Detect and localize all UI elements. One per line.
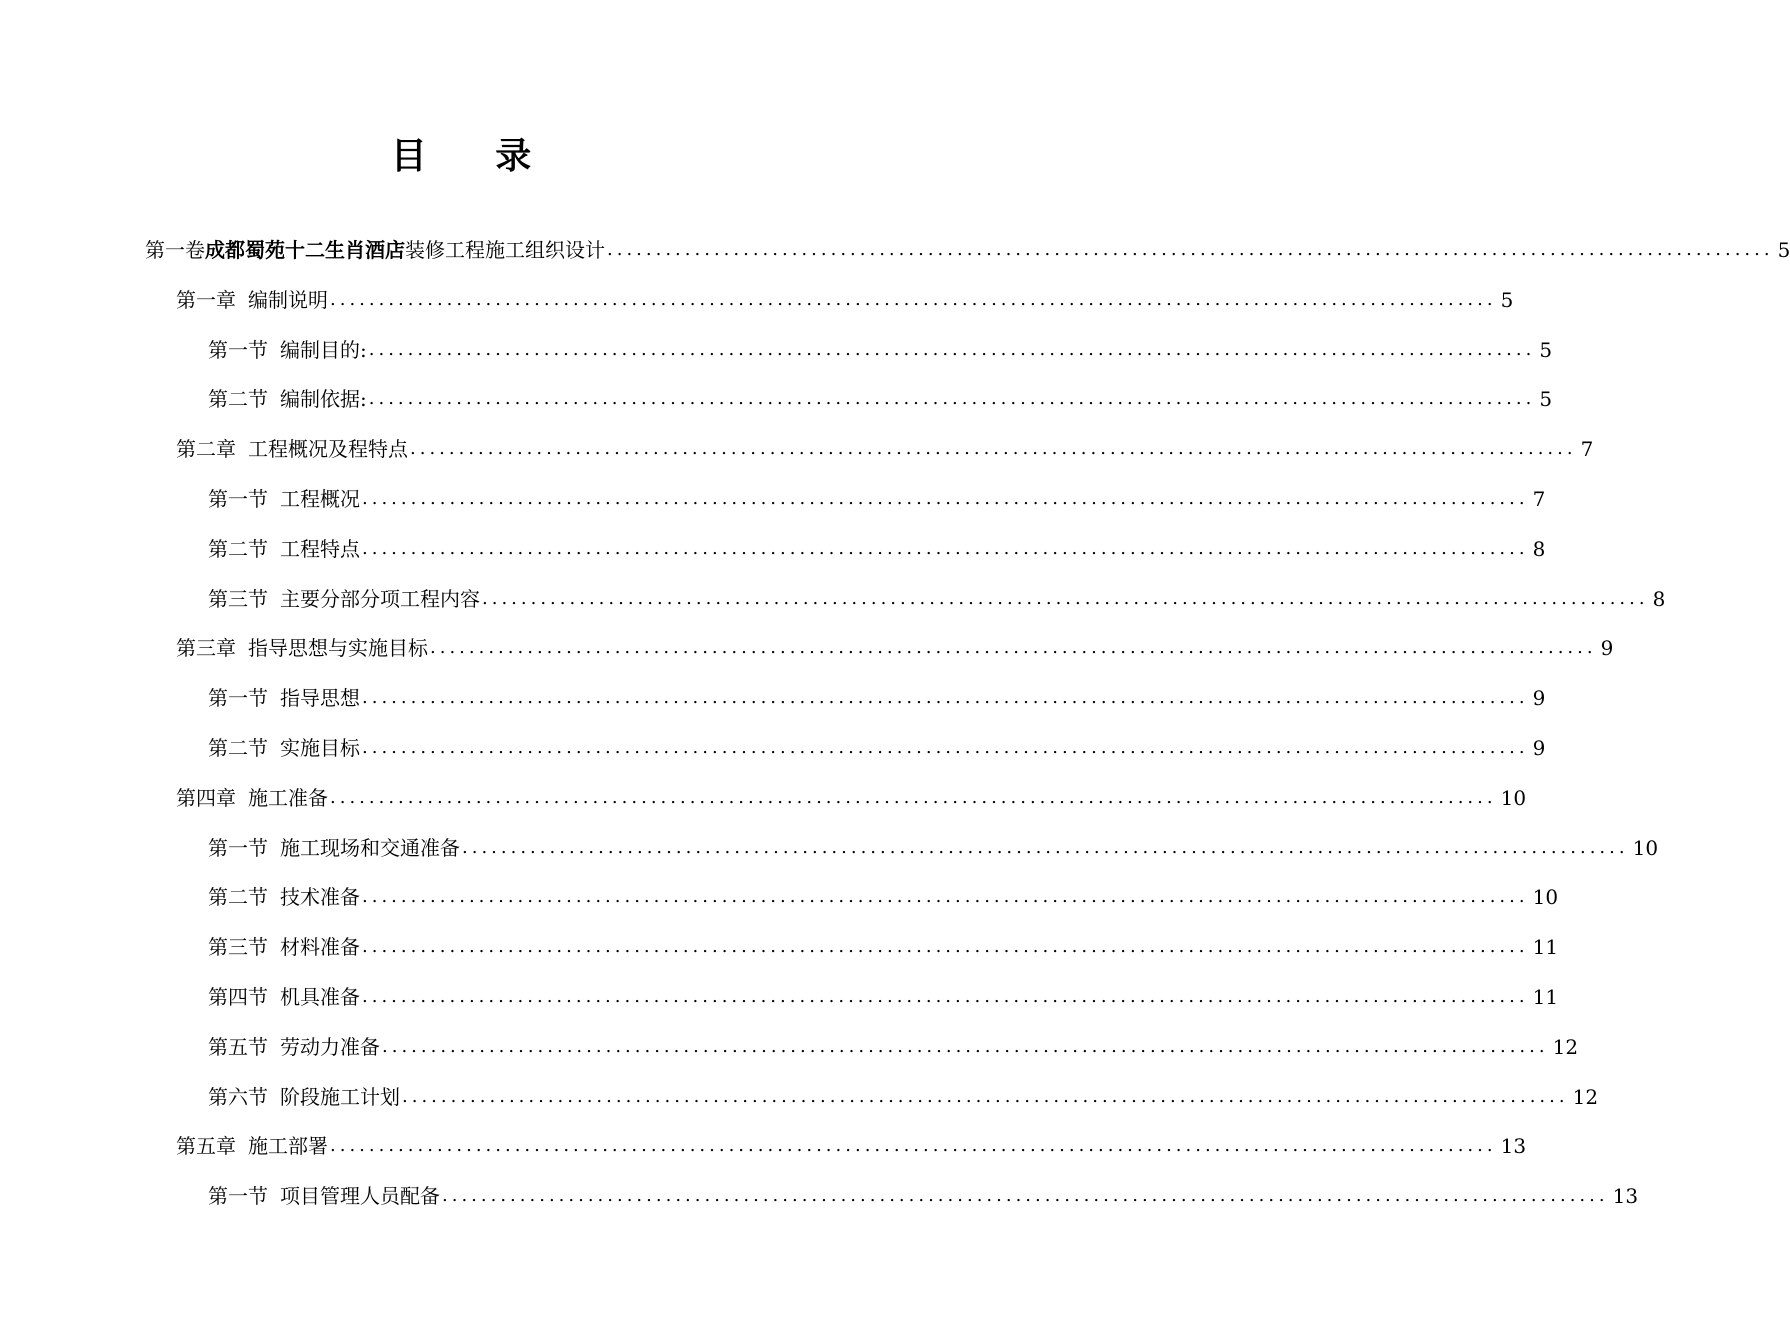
- toc-entry-number: 第三节: [208, 586, 268, 611]
- toc-leader-dots: ........................................................................................................................: [368, 388, 1536, 410]
- toc-page-number: 12: [1552, 1034, 1579, 1059]
- toc-entry-label: [176, 282, 328, 318]
- toc-entry-label: [176, 630, 428, 666]
- toc-entry-number: 第六节: [208, 1084, 268, 1109]
- toc-entry[interactable]: [208, 531, 1546, 567]
- toc-page-number: 9: [1600, 636, 1614, 661]
- toc-page-number: 13: [1612, 1184, 1639, 1209]
- toc-entry-label: [208, 381, 367, 417]
- toc-entry-label: [208, 929, 360, 965]
- toc-entry[interactable]: [208, 381, 1553, 417]
- toc-page-number: 7: [1532, 487, 1546, 511]
- toc-entry-number: 第三节: [208, 935, 268, 960]
- toc-entry-title: 指导思想: [280, 686, 360, 711]
- toc-leader-dots: ........................................................................................................................: [362, 737, 1529, 758]
- toc-entry-title: 工程概况: [280, 487, 360, 511]
- toc-entry-label: [208, 979, 360, 1015]
- toc-entry[interactable]: [208, 581, 1666, 617]
- toc-entry-label: [208, 879, 360, 915]
- toc-leader-dots: ........................................................................................................................: [462, 836, 1629, 858]
- toc-page-number: 8: [1532, 536, 1546, 561]
- toc-entry-label: [176, 431, 408, 467]
- toc-leader-dots: ........................................................................................................................: [402, 1085, 1569, 1107]
- toc-entry-label: [208, 1178, 440, 1214]
- toc-leader-dots: ........................................................................................................................: [368, 338, 1536, 360]
- toc-entry-number: 第一章: [176, 287, 236, 312]
- toc-entry-title: 材料准备: [280, 935, 360, 960]
- toc-entry-title: 编制目的:: [280, 337, 367, 362]
- toc-entry-title: 主要分部分项工程内容: [280, 586, 480, 611]
- toc-leader-dots: ........................................................................................................................: [330, 1135, 1497, 1157]
- toc-entry-label: [176, 1128, 328, 1164]
- toc-leader-dots: ........................................................................................................................: [330, 786, 1497, 808]
- toc-entry[interactable]: [176, 1128, 1527, 1164]
- toc-entry-title-part: 装修工程施工组织设计: [405, 238, 605, 262]
- toc-entry-title: 工程特点: [280, 536, 360, 561]
- toc-entry-title: 施工部署: [248, 1134, 328, 1159]
- toc-entry-number: 第一节: [208, 686, 268, 711]
- toc-page-number: 5: [1539, 337, 1553, 362]
- toc-entry-label: [208, 332, 367, 368]
- toc-page-number: 5: [1777, 238, 1790, 262]
- toc-entry[interactable]: [208, 1178, 1639, 1214]
- toc-leader-dots: ........................................................................................................................: [362, 488, 1529, 509]
- toc-entry-title-part: 第一卷: [145, 238, 205, 262]
- toc-entry-number: 第五节: [208, 1034, 268, 1059]
- toc-entry[interactable]: [145, 232, 1790, 268]
- toc-entry-label: [208, 730, 360, 766]
- toc-entry-title: 工程概况及程特点: [248, 437, 408, 462]
- toc-leader-dots: ........................................................................................................................: [362, 936, 1529, 958]
- toc-entry-label: [208, 830, 460, 866]
- toc-entry-title: 编制依据:: [280, 387, 367, 412]
- toc-entry-title: 指导思想与实施目标: [248, 636, 428, 661]
- toc-entry-title-part: 成都蜀苑十二生肖酒店: [205, 238, 405, 262]
- toc-entry[interactable]: [176, 780, 1527, 816]
- toc-entry[interactable]: [208, 830, 1659, 866]
- toc-entry-number: 第一节: [208, 487, 268, 511]
- toc-page-number: 5: [1500, 287, 1514, 312]
- toc-entry[interactable]: [208, 332, 1553, 368]
- toc-entry-title: 阶段施工计划: [280, 1084, 400, 1109]
- toc-entry[interactable]: [208, 730, 1546, 766]
- toc-page-number: 9: [1532, 686, 1546, 711]
- toc-entry[interactable]: [208, 879, 1559, 915]
- toc-entry-title: 施工现场和交通准备: [280, 835, 460, 860]
- toc-entry[interactable]: [208, 481, 1546, 517]
- toc-leader-dots: ........................................................................................................................: [362, 687, 1529, 709]
- toc-entry-title: 项目管理人员配备: [280, 1184, 440, 1209]
- toc-entry-title: 劳动力准备: [280, 1034, 380, 1059]
- toc-leader-dots: ........................................................................................................................: [362, 537, 1529, 559]
- toc-entry-label: [145, 232, 605, 268]
- toc-entry-number: 第四节: [208, 985, 268, 1009]
- toc-entry[interactable]: [208, 680, 1546, 716]
- toc-entry[interactable]: [176, 282, 1514, 318]
- toc-entry-label: [208, 531, 360, 567]
- toc-page-number: 10: [1632, 835, 1659, 860]
- toc-entry-title: 施工准备: [248, 785, 328, 810]
- toc-entry-number: 第四章: [176, 785, 236, 810]
- toc-entry[interactable]: [176, 431, 1594, 467]
- toc-leader-dots: ........................................................................................................................: [482, 587, 1649, 609]
- toc-entry[interactable]: [208, 1079, 1599, 1115]
- toc-page-number: 10: [1500, 785, 1527, 810]
- toc-page-number: 9: [1532, 736, 1546, 760]
- toc-entry-number: 第二章: [176, 437, 236, 462]
- toc-entry-label: [208, 680, 360, 716]
- toc-entry-number: 第一节: [208, 337, 268, 362]
- toc-page-number: 8: [1652, 586, 1666, 611]
- toc-entry[interactable]: [208, 979, 1559, 1015]
- toc-leader-dots: ........................................................................................................................: [430, 637, 1597, 659]
- toc-page-number: 7: [1580, 437, 1594, 462]
- toc-leader-dots: ........................................................................................................................: [362, 986, 1529, 1007]
- toc-entry-title: 实施目标: [280, 736, 360, 760]
- toc-page-number: 12: [1572, 1084, 1599, 1109]
- toc-entry-number: 第二节: [208, 736, 268, 760]
- toc-entry-number: 第二节: [208, 387, 268, 412]
- toc-leader-dots: ........................................................................................................................: [362, 886, 1529, 908]
- toc-entry-number: 第一节: [208, 1184, 268, 1209]
- toc-leader-dots: ........................................................................................................................: [382, 1035, 1549, 1057]
- toc-page-number: 13: [1500, 1134, 1527, 1159]
- toc-entry-number: 第一节: [208, 835, 268, 860]
- toc-entry-label: [176, 780, 328, 816]
- toc-entry-label: [208, 481, 360, 517]
- toc-entry-title: 技术准备: [280, 885, 360, 910]
- page-title: 目 录: [390, 135, 560, 177]
- toc-page-number: 11: [1532, 985, 1559, 1009]
- toc-page-number: 10: [1532, 885, 1559, 910]
- toc-entry-number: 第三章: [176, 636, 236, 661]
- toc-entry[interactable]: [208, 929, 1559, 965]
- toc-leader-dots: ........................................................................................................................: [607, 239, 1774, 260]
- toc-entry-label: [208, 1079, 400, 1115]
- toc-entry[interactable]: [208, 1029, 1579, 1065]
- toc-entry-title: 机具准备: [280, 985, 360, 1009]
- toc-page-number: 5: [1539, 387, 1553, 412]
- toc-entry-number: 第二节: [208, 536, 268, 561]
- toc-leader-dots: ........................................................................................................................: [442, 1185, 1609, 1207]
- toc-page-number: 11: [1532, 935, 1559, 960]
- toc-leader-dots: ........................................................................................................................: [410, 438, 1577, 460]
- toc-leader-dots: ........................................................................................................................: [330, 288, 1497, 310]
- toc-entry-number: 第五章: [176, 1134, 236, 1159]
- toc-entry-label: [208, 1029, 380, 1065]
- toc-entry[interactable]: [176, 630, 1614, 666]
- toc-entry-number: 第二节: [208, 885, 268, 910]
- toc-entry-title: 编制说明: [248, 287, 328, 312]
- toc-entry-label: [208, 581, 480, 617]
